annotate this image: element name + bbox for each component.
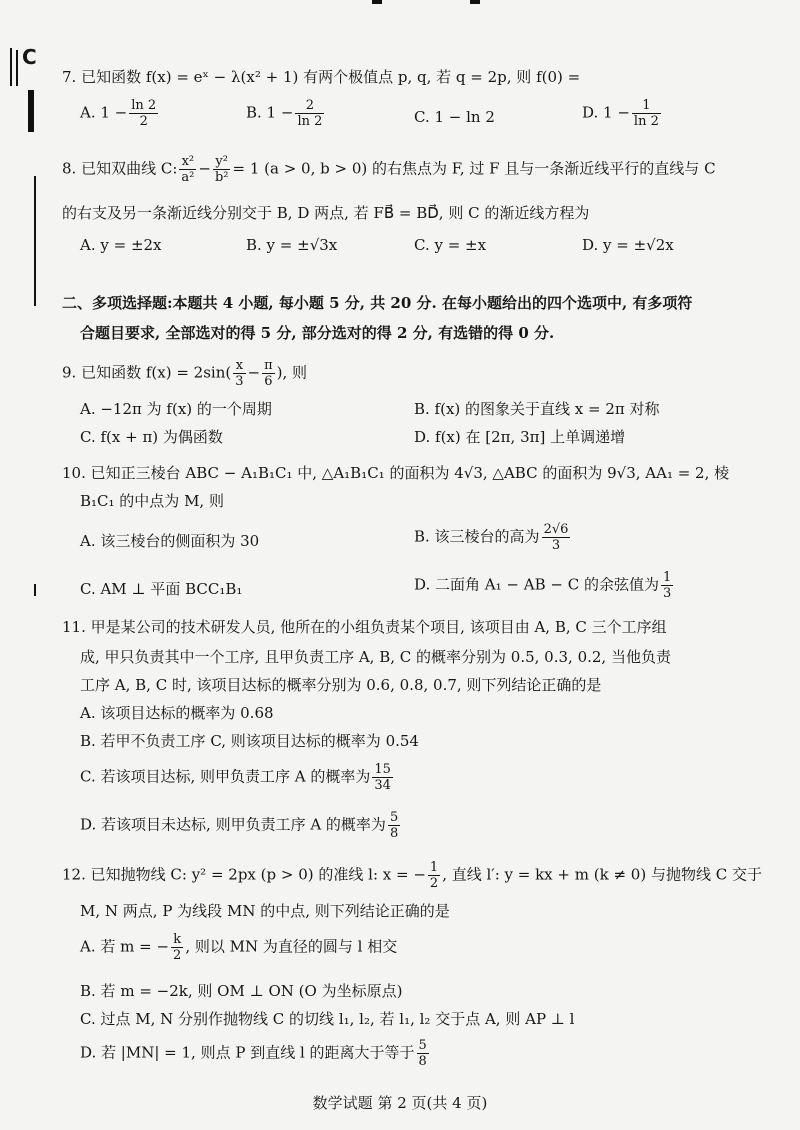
q10-stem-line1: 10. 已知正三棱台 ABC − A₁B₁C₁ 中, △A₁B₁C₁ 的面积为 4√3, △ABC 的面积为 9√3, AA₁ = 2, 棱 [62, 464, 730, 482]
q8-stem-line2: 的右支及另一条渐近线分别交于 B, D 两点, 若 FB⃗ = BD⃗, 则 C 的渐近线方程为 [62, 204, 590, 222]
left-margin-tick [34, 584, 36, 596]
q12-option-a: A. 若 m = − $\frac{k}{2}$ , 则以 MN 为直径的圆与 l 相交 [80, 932, 398, 963]
q10-option-d: D. 二面角 A₁ − AB − C 的余弦值为 $\frac{1}{3}$ [414, 570, 672, 601]
q7-option-a: A. 1 − $\frac{\ln 2}{2}$ [80, 98, 157, 129]
q9-option-a: A. −12π 为 f(x) 的一个周期 [80, 400, 272, 418]
q8-option-d: D. y = ±√2x [582, 236, 674, 254]
top-scan-mark-left [372, 0, 382, 4]
top-scan-mark-right [470, 0, 480, 4]
q12-option-c: C. 过点 M, N 分别作抛物线 C 的切线 l₁, l₂, 若 l₁, l₂ 交于点 A, 则 AP ⊥ l [80, 1010, 575, 1028]
q7-option-b: B. 1 − $\frac{2}{\ln 2}$ [246, 98, 323, 129]
q9-option-c: C. f(x + π) 为偶函数 [80, 428, 223, 446]
q8-stem-line1: 8. 已知双曲线 C: $\frac{\text{x²}}{\text{a²}}$ − $\frac{\text{y²}}{\text{b²}}$ = 1 (a > 0, b > 0) 的右焦点为 F, 过 F 且与一条渐近线平行的直线与 C [62, 154, 716, 185]
q10-option-c: C. AM ⊥ 平面 BCC₁B₁ [80, 580, 243, 598]
left-margin-rule-1 [10, 48, 12, 86]
q11-stem-line1: 11. 甲是某公司的技术研发人员, 他所在的小组负责某个项目, 该项目由 A, B, C 三个工序组 [62, 618, 667, 636]
q12-option-d: D. 若 |MN| = 1, 则点 P 到直线 l 的距离大于等于 $\frac{5}{8}$ [80, 1038, 427, 1069]
q10-stem-line2: B₁C₁ 的中点为 M, 则 [80, 492, 224, 510]
q11-option-d: D. 若该项目未达标, 则甲负责工序 A 的概率为 $\frac{5}{8}$ [80, 810, 399, 841]
q11-option-b: B. 若甲不负责工序 C, 则该项目达标的概率为 0.54 [80, 732, 419, 750]
q7-option-c: C. 1 − ln 2 [414, 108, 495, 126]
q8-option-c: C. y = ±x [414, 236, 487, 254]
q9-option-b: B. f(x) 的图象关于直线 x = 2π 对称 [414, 400, 660, 418]
q8-option-b: B. y = ±√3x [246, 236, 338, 254]
q7-option-d: D. 1 − $\frac{1}{\ln 2}$ [582, 98, 659, 129]
q11-stem-line2: 成, 甲只负责其中一个工序, 且甲负责工序 A, B, C 的概率分别为 0.5, 0.3, 0.2, 当他负责 [80, 648, 671, 666]
left-margin-rule-2 [16, 50, 18, 86]
q11-stem-line3: 工序 A, B, C 时, 该项目达标的概率分别为 0.6, 0.8, 0.7, 则下列结论正确的是 [80, 676, 602, 694]
q12-stem-line1: 12. 已知抛物线 C: y² = 2px (p > 0) 的准线 l: x = − $\frac{1}{2}$ , 直线 l′: y = kx + m (k ≠ 0) 与抛物线 C 交于 [62, 860, 762, 891]
q12-stem-line2: M, N 两点, P 为线段 MN 的中点, 则下列结论正确的是 [80, 902, 450, 920]
left-margin-bar-thick [28, 90, 34, 132]
q7-stem: 7. 已知函数 f(x) = eˣ − λ(x² + 1) 有两个极值点 p, q, 若 q = 2p, 则 f(0) = [62, 68, 581, 86]
q9-stem: 9. 已知函数 f(x) = 2sin( $\frac{x}{3}$ − $\frac{\pi}{6}$ ), 则 [62, 358, 308, 389]
section2-heading-line2: 合题目要求, 全部选对的得 5 分, 部分选对的得 2 分, 有选错的得 0 分. [80, 324, 555, 342]
q9-option-d: D. f(x) 在 [2π, 3π] 上单调递增 [414, 428, 626, 446]
margin-glyph: C [22, 45, 37, 69]
q11-option-a: A. 该项目达标的概率为 0.68 [80, 704, 274, 722]
q10-option-b: B. 该三棱台的高为 $\frac{2√6}{3}$ [414, 522, 569, 553]
left-margin-bar-long [34, 176, 36, 306]
q11-option-c: C. 若该项目达标, 则甲负责工序 A 的概率为 $\frac{15}{34}$ [80, 762, 391, 793]
q10-option-a: A. 该三棱台的侧面积为 30 [80, 532, 260, 550]
page-footer: 数学试题 第 2 页(共 4 页) [312, 1094, 488, 1112]
section2-heading-line1: 二、多项选择题:本题共 4 小题, 每小题 5 分, 共 20 分. 在每小题给出的四个选项中, 有多项符 [62, 294, 693, 312]
q12-option-b: B. 若 m = −2k, 则 OM ⊥ ON (O 为坐标原点) [80, 982, 403, 1000]
q8-option-a: A. y = ±2x [80, 236, 162, 254]
